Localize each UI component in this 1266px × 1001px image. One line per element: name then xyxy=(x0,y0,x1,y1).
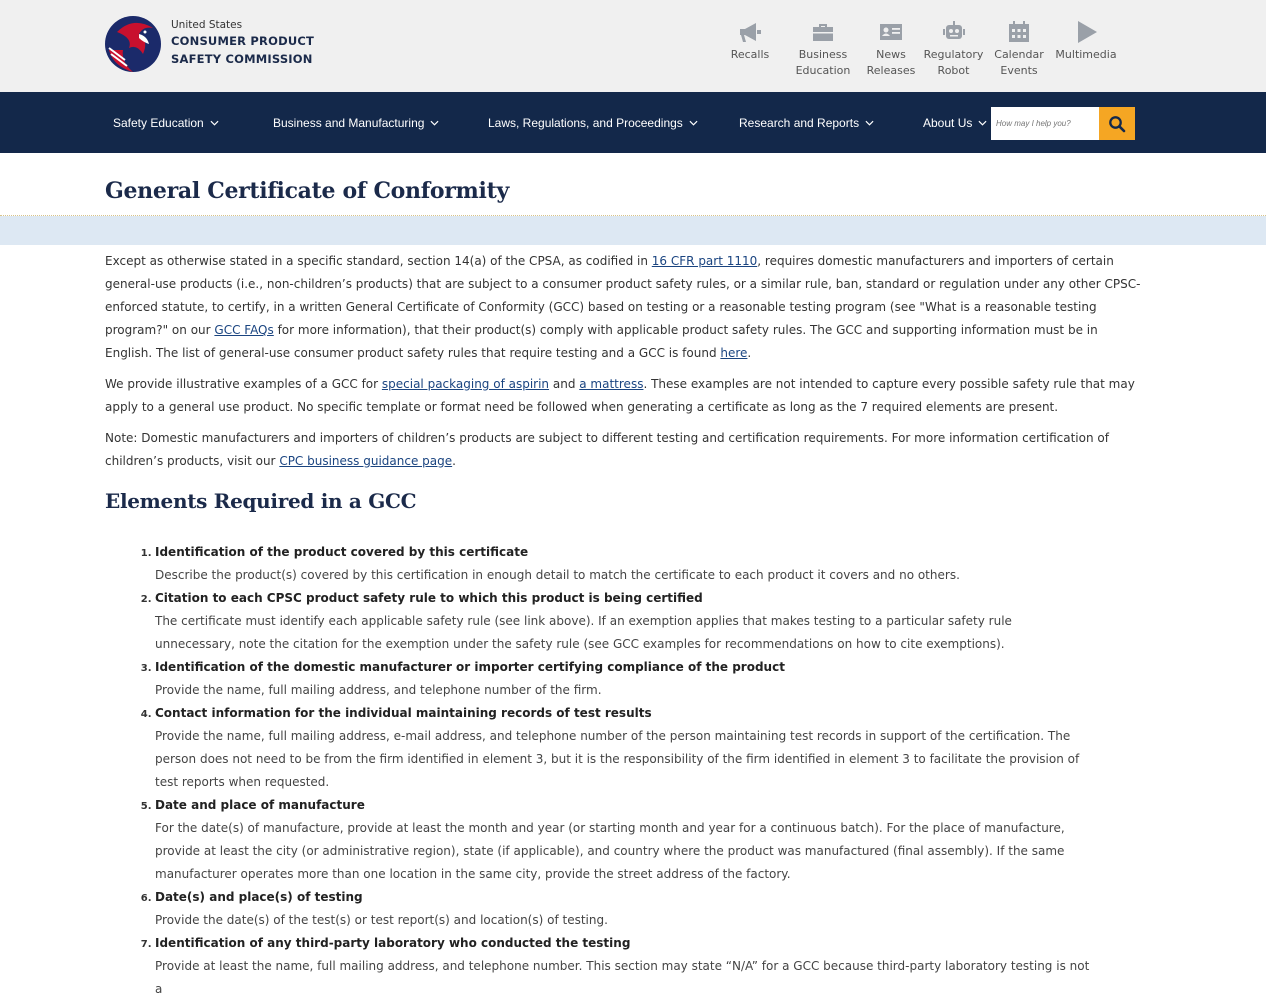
examples-text: We provide illustrative examples of a GCC for xyxy=(105,377,382,391)
intro-text: Except as otherwise stated in a specific standard, section 14(a) of the CPSA, as codified in xyxy=(105,254,652,268)
quick-link-label: News Releases xyxy=(866,48,916,77)
element-description: Provide the date(s) of the test(s) or test report(s) and location(s) of testing. xyxy=(155,913,608,927)
main-navigation xyxy=(0,92,1266,153)
element-title: 5. Date and place of manufacture xyxy=(155,798,365,812)
quick-link-label: Multimedia xyxy=(1055,48,1117,61)
element-title: 1. Identification of the product covered by this certificate xyxy=(155,545,529,559)
quick-link-label: Recalls xyxy=(730,48,770,61)
id-card-icon xyxy=(878,19,904,45)
nav-item-business-manufacturing[interactable] xyxy=(273,92,439,153)
element-description: Provide the name, full mailing address, and telephone number of the firm. xyxy=(155,683,602,697)
cpsc-eagle-seal-icon xyxy=(103,14,163,74)
nav-item-research-reports[interactable] xyxy=(739,92,874,153)
quick-link-recalls[interactable] xyxy=(720,18,780,79)
element-description: The certificate must identify each applicable safety rule (see link above). If an exemption applies that makes testing to a particular safety rule unnecessary, note the citation for the exemption under the safety rule (see GCC examples for recommendations on how to cite exemptions). xyxy=(155,614,1012,651)
cfr-part-1110-link[interactable]: 16 CFR part 1110 xyxy=(651,254,758,268)
nav-item-safety-education[interactable] xyxy=(113,92,219,153)
examples-text: . These examples are not intended to capture every possible safety rule that may apply to a general use product. No specific template or format need be followed when generating a certificate as long as the 7 required elements are present. xyxy=(105,377,1135,414)
element-title: 3. Identification of the domestic manufacturer or importer certifying compliance of the product xyxy=(155,660,785,674)
list-item xyxy=(155,541,1141,587)
nav-item-label: Safety Education xyxy=(113,115,204,130)
page-title: General Certificate of Conformity xyxy=(105,178,509,204)
list-item xyxy=(155,932,1141,1001)
examples-paragraph xyxy=(105,373,1141,419)
quick-link-news-releases[interactable] xyxy=(866,18,916,79)
quick-link-label: Calendar Events xyxy=(994,48,1044,77)
quick-link-business-education[interactable] xyxy=(780,18,866,79)
nav-item-label: Laws, Regulations, and Proceedings xyxy=(488,115,683,130)
cpc-guidance-link[interactable]: CPC business guidance page xyxy=(279,454,453,468)
quick-links xyxy=(720,18,1125,79)
search-icon xyxy=(1108,115,1126,133)
search-input[interactable] xyxy=(991,107,1099,140)
list-item xyxy=(155,794,1141,886)
nav-item-laws-regulations[interactable] xyxy=(488,92,698,153)
nav-item-label: Research and Reports xyxy=(739,115,860,130)
element-title: 7. Identification of any third-party laboratory who conducted the testing xyxy=(155,936,631,950)
nav-item-about-us[interactable] xyxy=(923,92,987,153)
nav-item-label: Business and Manufacturing xyxy=(273,115,425,130)
play-icon xyxy=(1073,19,1099,45)
list-item xyxy=(155,886,1141,932)
logo-line-united-states: United States xyxy=(171,18,243,31)
element-title: 2. Citation to each CPSC product safety rule to which this product is being certified xyxy=(155,591,703,605)
aspirin-example-link[interactable]: special packaging of aspirin xyxy=(381,377,550,391)
quick-link-label: Business Education xyxy=(795,48,851,77)
note-text: Note: Domestic manufacturers and importers of children’s products are subject to different testing and certification requirements. For more information certification of children’s products, visit our xyxy=(105,431,1109,468)
section-title: Elements Required in a GCC xyxy=(105,489,417,513)
title-band xyxy=(0,216,1266,245)
note-text: . xyxy=(452,454,456,468)
element-description: Describe the product(s) covered by this certification in enough detail to match the certificate to each product it covers and no others. xyxy=(155,568,960,582)
here-link[interactable]: here xyxy=(720,346,748,360)
element-description: Provide at least the name, full mailing address, and telephone number. This section may state “N/A” for a GCC because third-party laboratory testing is not a xyxy=(155,959,1090,996)
list-item xyxy=(155,702,1141,794)
main-content xyxy=(105,250,1141,1001)
nav-item-label: About Us xyxy=(923,115,973,130)
chevron-down-icon xyxy=(865,120,874,126)
quick-link-regulatory-robot[interactable] xyxy=(916,18,991,79)
site-search xyxy=(991,107,1135,140)
list-item xyxy=(155,587,1141,656)
chevron-down-icon xyxy=(430,120,439,126)
search-button[interactable] xyxy=(1099,107,1135,140)
element-title: 6. Date(s) and place(s) of testing xyxy=(155,890,363,904)
title-area xyxy=(0,153,1266,216)
intro-paragraph xyxy=(105,250,1141,365)
intro-text: for more information), that their product(s) comply with applicable product safety rules. The GCC and supporting information must be in English. The list of general-use consumer product safety rules that require testing and a GCC is found xyxy=(105,323,1098,360)
note-paragraph xyxy=(105,427,1141,473)
list-item xyxy=(155,656,1141,702)
required-elements-list xyxy=(105,541,1141,1001)
logo-line-consumer-product: CONSUMER PRODUCT xyxy=(171,33,315,48)
megaphone-icon xyxy=(737,19,763,45)
intro-text: , requires domestic manufacturers and importers of certain general-use products (i.e., non-children’s products) that are subject to a consumer product safety rules, or a similar rule, ban, standard or regulation under any other CPSC-enforced statute, to certify, in a written General Certificate of Conformity (GCC) based on testing or a reasonable testing program (see "What is a reasonable testing program?" on our xyxy=(105,254,1141,337)
logo-line-safety-commission: SAFETY COMMISSION xyxy=(171,51,313,66)
chevron-down-icon xyxy=(978,120,987,126)
examples-text: and xyxy=(549,377,580,391)
cpsc-logo[interactable] xyxy=(103,14,314,74)
top-header xyxy=(0,0,1266,92)
briefcase-icon xyxy=(810,19,836,45)
robot-icon xyxy=(941,19,967,45)
intro-text: . xyxy=(747,346,752,360)
element-description: For the date(s) of manufacture, provide at least the month and year (or starting month and year for a continuous batch). For the place of manufacture, provide at least the city (or administrative region), state (if applicable), and country where the product was manufactured (final assembly). If the same manufacturer operates more than one location in the same city, provide the street address of the factory. xyxy=(155,821,1065,881)
mattress-example-link[interactable]: a mattress xyxy=(579,377,644,391)
quick-link-calendar-events[interactable] xyxy=(991,18,1047,79)
element-description: Provide the name, full mailing address, e-mail address, and telephone number of the person maintaining test records in support of the certification. The person does not need to be from the firm identified in element 3, but it is the responsibility of the firm identified in element 3 to facilitate the provision of test reports when requested. xyxy=(155,729,1080,789)
gcc-faqs-link[interactable]: GCC FAQs xyxy=(214,323,274,337)
chevron-down-icon xyxy=(210,120,219,126)
chevron-down-icon xyxy=(689,120,698,126)
quick-link-label: Regulatory Robot xyxy=(923,48,984,77)
quick-link-multimedia[interactable] xyxy=(1047,18,1125,79)
element-title: 4. Contact information for the individual maintaining records of test results xyxy=(155,706,652,720)
calendar-icon xyxy=(1006,19,1032,45)
